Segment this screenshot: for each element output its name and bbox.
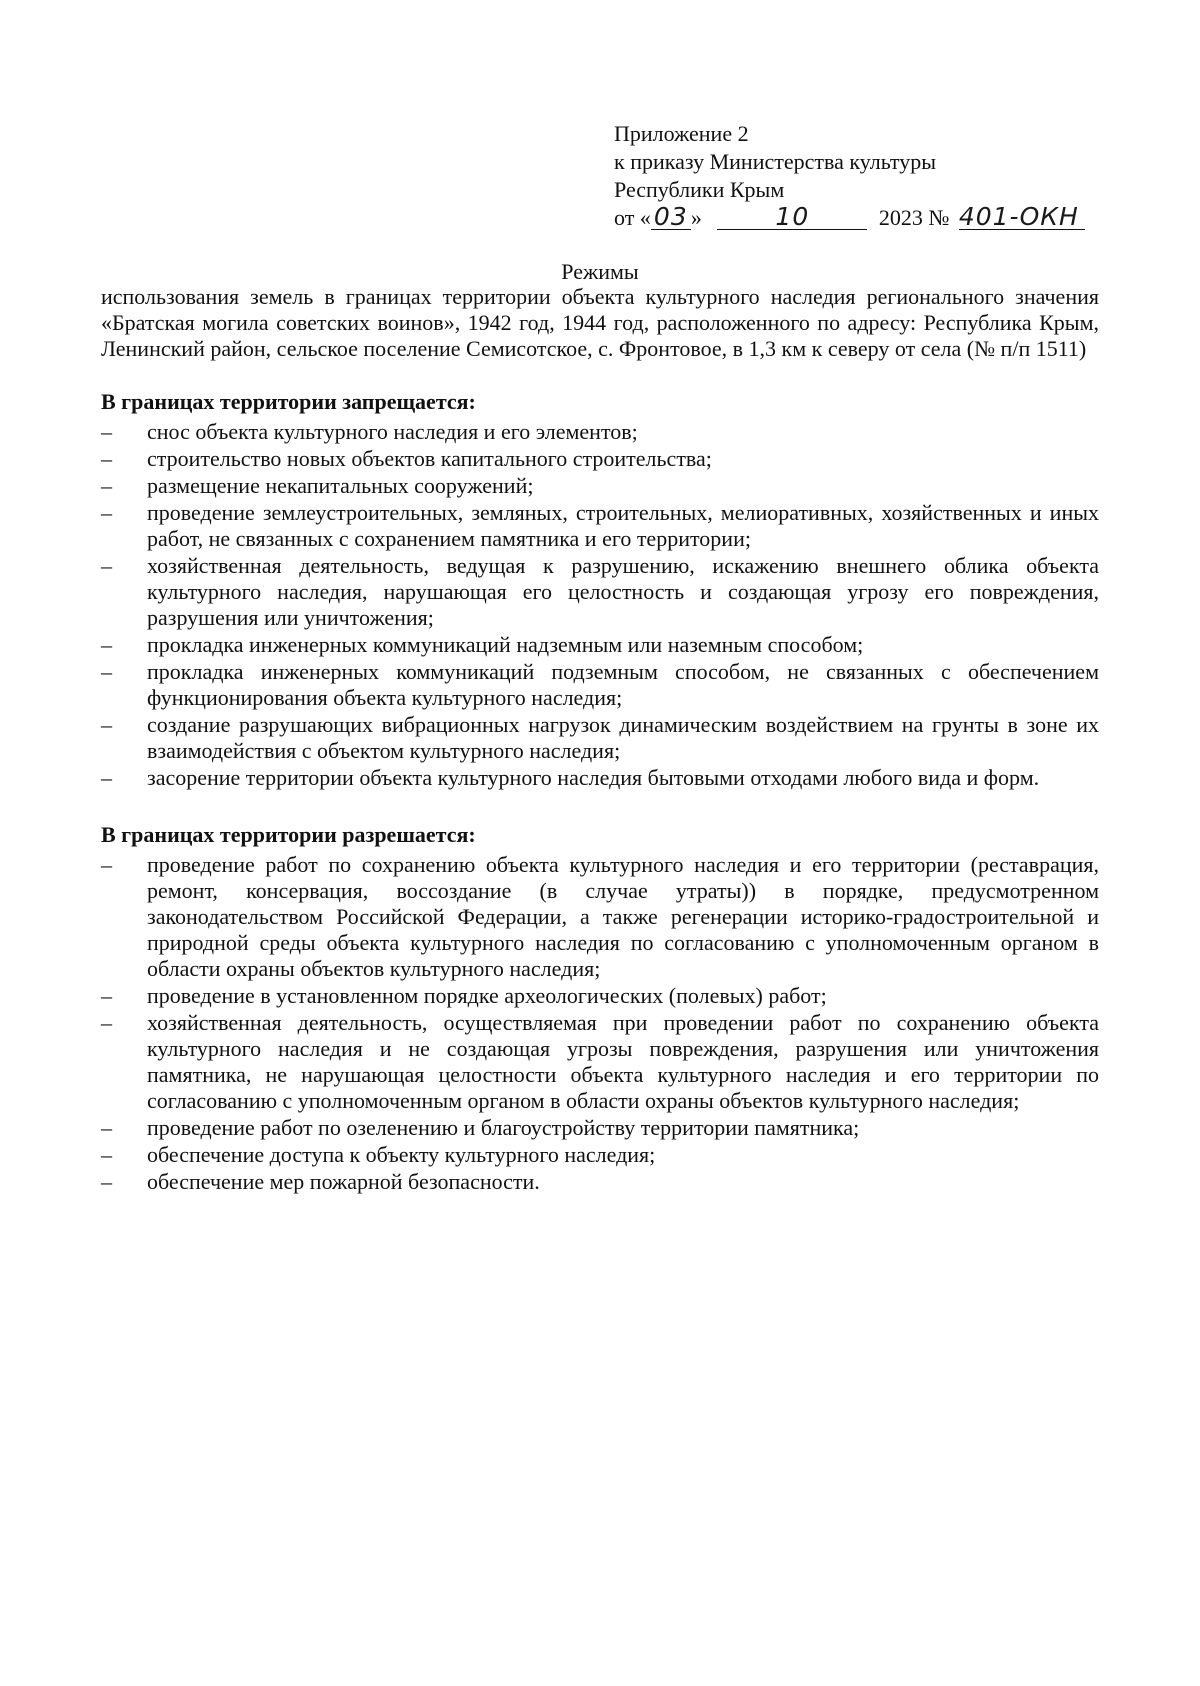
list-item: – хозяйственная деятельность, ведущая к разрушению, искажению внешнего облика объекта культурного наследия, нарушающая его целостность и создающая угрозу его повреждения, разрушения или уничтожения; bbox=[101, 553, 1099, 630]
order-number: 401-ОКН bbox=[959, 205, 1085, 230]
list-item: – проведение работ по сохранению объекта культурного наследия и его территории (реставрация, ремонт, консервация, воссоздание (в случае утраты)) в порядке, предусмотренном законодательством Российской Федерации, а также регенерации историко-градостроительной и природной среды объекта культурного наследия по согласованию с уполномоченным органом в области охраны объектов культурного наследия; bbox=[101, 852, 1099, 981]
list-item: – обеспечение мер пожарной безопасности. bbox=[101, 1169, 540, 1194]
list-item: – засорение территории объекта культурного наследия бытовыми отходами любого вида и форм. bbox=[101, 765, 1040, 790]
appendix-line-2: к приказу Министерства культуры bbox=[614, 149, 937, 174]
appendix-date-line bbox=[614, 202, 1134, 233]
date-month: 10 bbox=[717, 205, 867, 230]
list-item: – проведение землеустроительных, земляных, строительных, мелиоративных, хозяйственных и иных работ, не связанных с сохранением памятника и его территории; bbox=[101, 500, 1099, 551]
permitted-heading: В границах территории разрешается: bbox=[101, 822, 476, 847]
list-item: – снос объекта культурного наследия и его элементов; bbox=[101, 419, 638, 444]
document-body bbox=[101, 284, 1099, 1196]
appendix-line-3: Республики Крым bbox=[614, 177, 785, 202]
permitted-list bbox=[101, 852, 1099, 1195]
date-prefix: от « bbox=[614, 205, 651, 230]
list-item: – проведение работ по озеленению и благоустройству территории памятника; bbox=[101, 1115, 860, 1140]
appendix-line-1: Приложение 2 bbox=[614, 121, 749, 146]
date-year-number-label: 2023 № bbox=[878, 205, 950, 230]
prohibited-list bbox=[101, 419, 1099, 791]
document-title: Режимы bbox=[561, 259, 639, 284]
prohibited-heading: В границах территории запрещается: bbox=[101, 389, 476, 414]
list-item: – прокладка инженерных коммуникаций подземным способом, не связанных с обеспечением функционирования объекта культурного наследия; bbox=[101, 659, 1099, 710]
date-mid: » bbox=[690, 205, 702, 230]
intro-paragraph: использования земель в границах территории объекта культурного наследия регионального значения «Братская могила советских воинов», 1942 год, 1944 год, расположенного по адресу: Республика Крым, Ленинский район, сельское поселение Семисотское, с. Фронтовое, в 1,3 км к северу от села (№ п/п 1511) bbox=[101, 284, 1099, 361]
list-item: – проведение в установленном порядке археологических (полевых) работ; bbox=[101, 983, 827, 1008]
list-item: – создание разрушающих вибрационных нагрузок динамическим воздействием на грунты в зоне их взаимодействия с объектом культурного наследия; bbox=[101, 712, 1099, 763]
date-day: 03 bbox=[651, 205, 691, 230]
list-item: – обеспечение доступа к объекту культурного наследия; bbox=[101, 1142, 656, 1167]
list-item: – прокладка инженерных коммуникаций надземным или наземным способом; bbox=[101, 632, 864, 657]
list-item: – строительство новых объектов капитального строительства; bbox=[101, 446, 712, 471]
list-item: – размещение некапитальных сооружений; bbox=[101, 473, 534, 498]
appendix-header bbox=[614, 121, 1134, 233]
list-item: – хозяйственная деятельность, осуществляемая при проведении работ по сохранению объекта культурного наследия и не создающая угрозы повреждения, разрушения или уничтожения памятника, не нарушающая целостности объекта культурного наследия и его территории по согласованию с уполномоченным органом в области охраны объектов культурного наследия; bbox=[101, 1010, 1099, 1113]
